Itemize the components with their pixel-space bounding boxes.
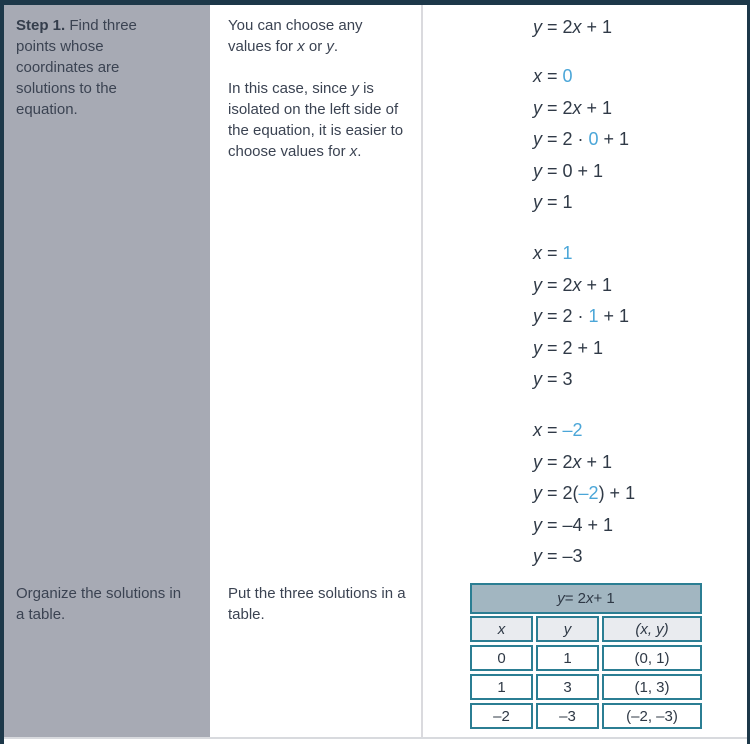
equation-line-y-equals-3: y = 3 — [533, 369, 573, 389]
equation-line-x-equals-1: x = 1 — [533, 243, 573, 263]
equation-line-y-2-dot-0-plus-1: y = 2 · 0 + 1 — [533, 129, 630, 149]
table-cell-r1c1: 3 — [536, 674, 599, 700]
column-divider — [421, 5, 423, 737]
equation-line-y-2-dot-1-plus-1: y = 2 · 1 + 1 — [533, 306, 630, 326]
equation-line-y-neg4-plus-1: y = –4 + 1 — [533, 514, 614, 535]
step1-paragraph — [16, 15, 170, 120]
figure-bottom-rule — [4, 737, 747, 739]
equation-line-y-2-neg2-plus-1: y = 2(–2) + 1 — [533, 483, 636, 503]
equation-line-y-2x-1: y = 2x + 1 — [533, 17, 613, 37]
table-cell-r2c0: –2 — [470, 703, 533, 729]
equation-line-y-2x-1: y = 2x + 1 — [533, 274, 613, 295]
equation-main — [533, 15, 612, 39]
equation-line-x-equals-0: x = 0 — [533, 66, 573, 86]
table-cell-r0c2: (0, 1) — [602, 645, 702, 671]
equation-line-y-2-plus-1: y = 2 + 1 — [533, 337, 604, 358]
equation-line-y-equals-1: y = 1 — [533, 192, 573, 212]
isolated-y-paragraph: In this case, since y is isolated on the left side of the equation, it is easier to choose values for x. — [228, 80, 404, 160]
column-header-y: y — [536, 616, 599, 642]
table-cell-r0c0: 0 — [470, 645, 533, 671]
table-cell-r1c0: 1 — [470, 674, 533, 700]
solutions-table-grid — [470, 616, 702, 729]
table-cell-r1c2: (1, 3) — [602, 674, 702, 700]
equation-line-y-2x-1: y = 2x + 1 — [533, 97, 613, 118]
step1-text: Find three points whose coordinates are solutions to the equation. — [16, 17, 137, 118]
organize-text: Organize the solutions in a table. — [16, 585, 182, 623]
substitution-group-x0 — [533, 61, 629, 219]
table-cell-r2c1: –3 — [536, 703, 599, 729]
equation-line-y-equals-neg3: y = –3 — [533, 546, 583, 566]
solutions-table — [470, 583, 702, 729]
choose-values-paragraph: You can choose any values for x or y. — [228, 17, 363, 55]
column-header-x: x — [470, 616, 533, 642]
put-solutions-text: Put the three solutions in a table. — [228, 585, 406, 623]
equation-line-y-0-plus-1: y = 0 + 1 — [533, 160, 604, 181]
middle-explanation-top — [228, 15, 408, 162]
step1-label: Step 1. — [16, 17, 66, 34]
organize-instruction — [16, 583, 192, 625]
middle-explanation-bottom — [228, 583, 408, 625]
equation-line-x-equals-neg2: x = –2 — [533, 420, 583, 440]
substitution-group-x1 — [533, 238, 629, 396]
solutions-table-title: y = 2 x + 1 — [470, 583, 702, 614]
table-cell-r2c2: (–2, –3) — [602, 703, 702, 729]
equation-line-y-2x-1: y = 2x + 1 — [533, 451, 613, 472]
substitution-group-x-neg2 — [533, 415, 635, 573]
step1-instruction — [16, 15, 170, 120]
table-cell-r0c1: 1 — [536, 645, 599, 671]
column-header-xy: (x, y) — [602, 616, 702, 642]
